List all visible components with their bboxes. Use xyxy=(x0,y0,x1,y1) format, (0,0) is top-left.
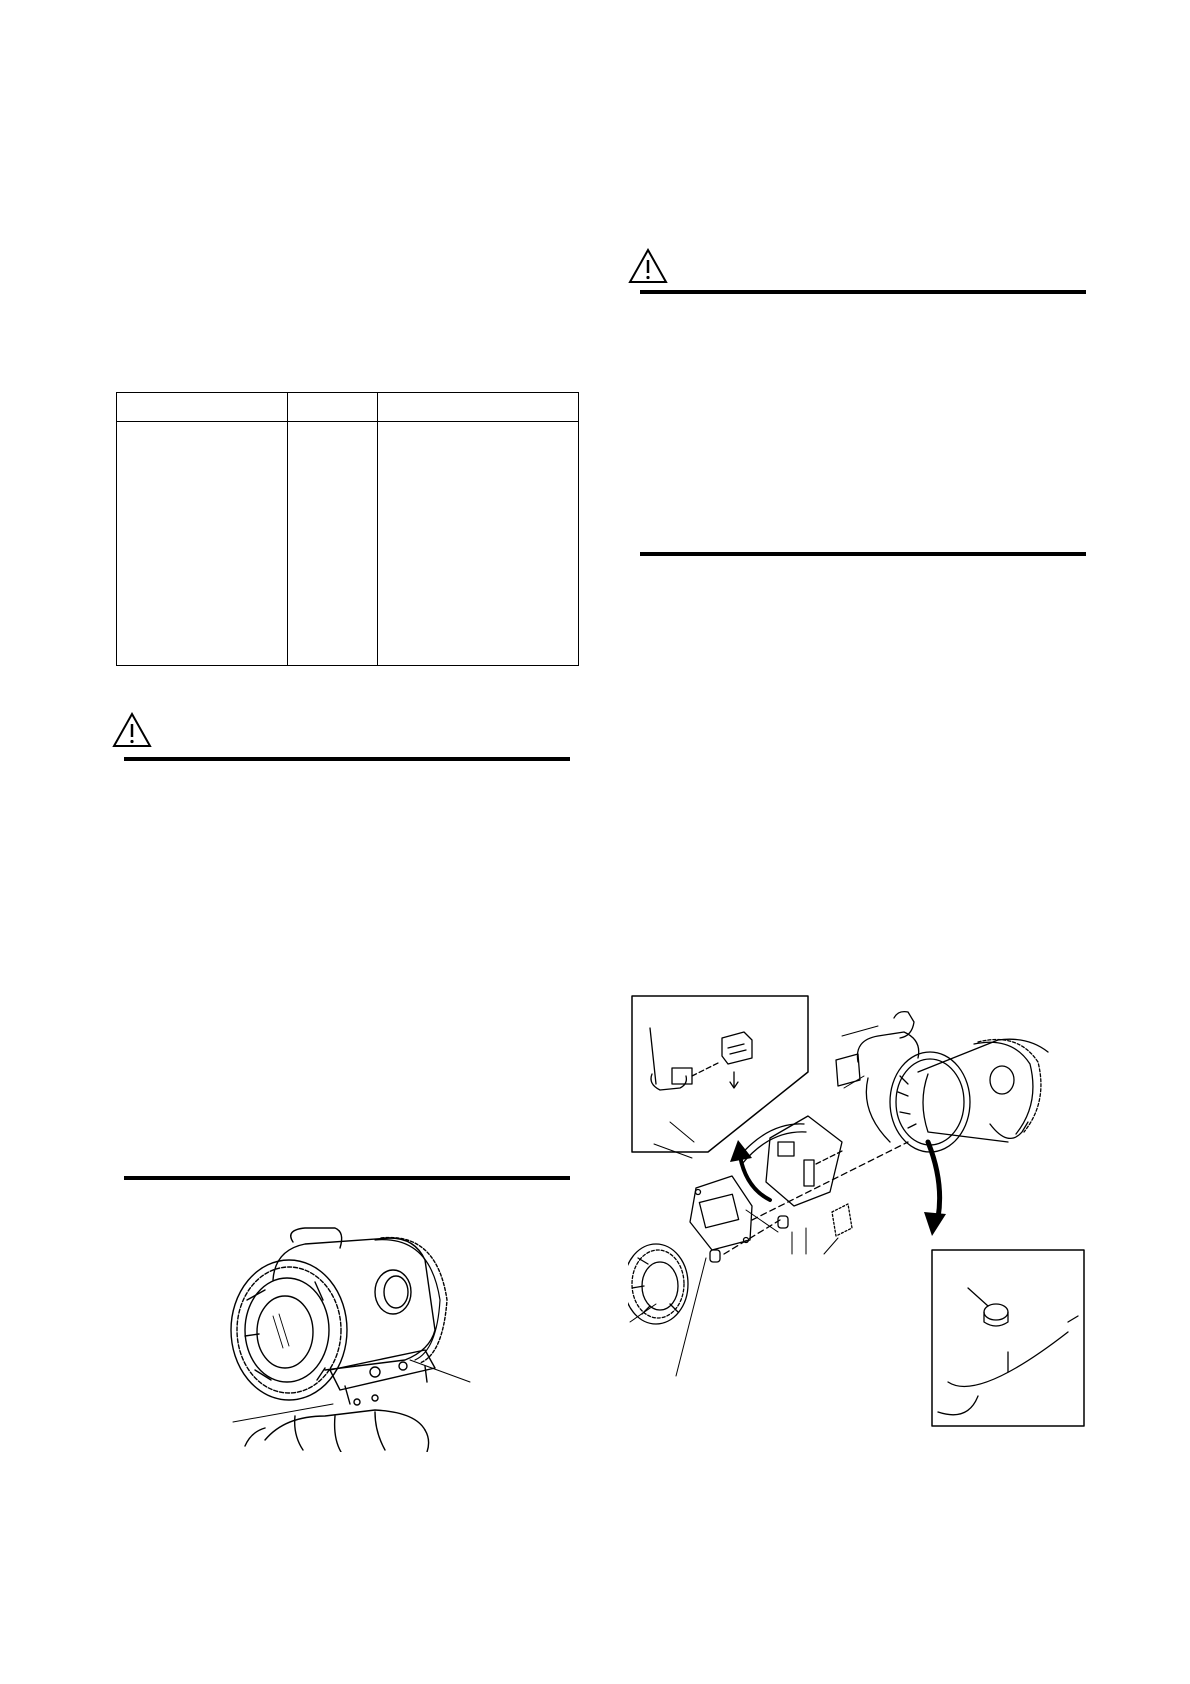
table-header-row xyxy=(117,393,579,422)
lcd-display-module xyxy=(690,1176,752,1250)
table-header-cell xyxy=(288,393,378,422)
transmitter-housing xyxy=(836,1012,1048,1152)
front-cover xyxy=(628,1244,688,1324)
table-cell xyxy=(378,422,579,666)
warning-rule-top xyxy=(124,757,570,761)
table-header-cell xyxy=(378,393,579,422)
table-row xyxy=(117,422,579,666)
inset-connector-detail xyxy=(632,996,808,1152)
section-rule xyxy=(124,1176,570,1180)
table-header-cell xyxy=(117,393,288,422)
inset-screw-detail xyxy=(932,1250,1084,1426)
exploded-assembly-icon xyxy=(628,992,1088,1442)
section-rule xyxy=(640,552,1086,556)
amplifier-board xyxy=(766,1116,844,1206)
table-cell xyxy=(288,422,378,666)
table-cell xyxy=(117,422,288,666)
warning-triangle-icon xyxy=(112,712,152,748)
parts-table xyxy=(116,392,579,666)
transmitter-housing-icon xyxy=(225,1220,475,1452)
warning-rule-top xyxy=(640,290,1086,294)
warning-triangle-icon xyxy=(628,248,668,284)
